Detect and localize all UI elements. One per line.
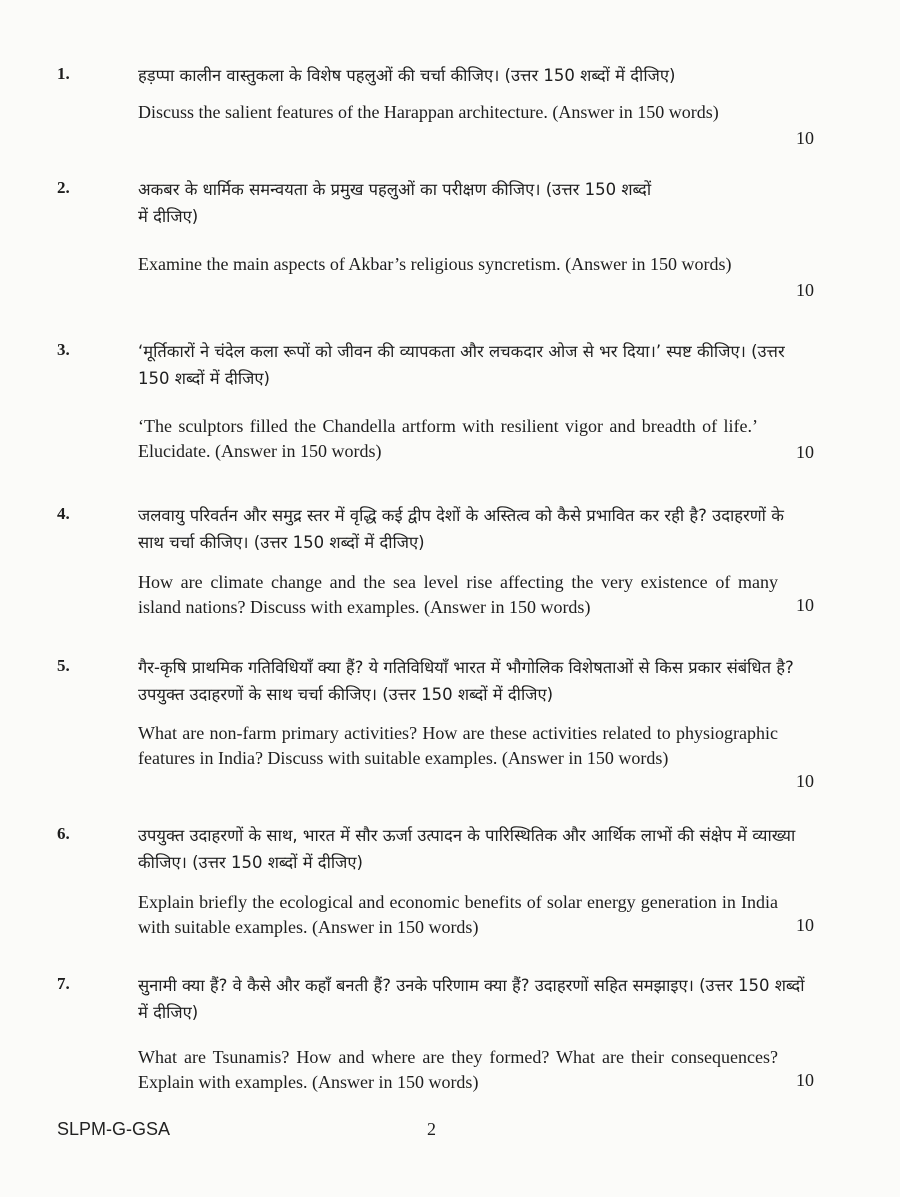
page-number: 2 — [427, 1119, 436, 1139]
question-hindi: सुनामी क्या हैं? वे कैसे और कहाँ बनती हैं? उनके परिणाम क्या हैं? उदाहरणों सहित समझाइए। (उत्तर 150 शब्दों में दीजिए) — [138, 976, 805, 1022]
question-number: 1. — [57, 64, 70, 83]
question-english: ‘The sculptors filled the Chandella artform with resilient vigor and breadth of life.’ Elucidate. (Answer in 150 words) — [138, 416, 758, 461]
question-english: How are climate change and the sea level rise affecting the very existence of many island nations? Discuss with examples. (Answer in 150 words) — [138, 572, 778, 617]
question-marks: 10 — [796, 595, 814, 615]
question-english: Examine the main aspects of Akbar’s religious syncretism. (Answer in 150 words) — [138, 254, 732, 274]
question-marks: 10 — [796, 1070, 814, 1090]
question-english: Explain briefly the ecological and economic benefits of solar energy generation in India with suitable examples. (Answer in 150 words) — [138, 892, 778, 937]
question-english: What are non-farm primary activities? How are these activities related to physiographic features in India? Discuss with suitable examples. (Answer in 150 words) — [138, 723, 778, 768]
question-number: 4. — [57, 504, 70, 523]
question-marks: 10 — [796, 771, 814, 791]
question-hindi: उपयुक्त उदाहरणों के साथ, भारत में सौर ऊर्जा उत्पादन के पारिस्थितिक और आर्थिक लाभों की संक्षेप में व्याख्या कीजिए। (उत्तर 150 शब्दों में दीजिए) — [138, 826, 796, 872]
question-english: What are Tsunamis? How and where are they formed? What are their consequences? Explain with examples. (Answer in 150 words) — [138, 1047, 778, 1092]
question-english: Discuss the salient features of the Harappan architecture. (Answer in 150 words) — [138, 102, 719, 122]
question-number: 7. — [57, 974, 70, 993]
question-marks: 10 — [796, 915, 814, 935]
question-number: 2. — [57, 178, 70, 197]
paper-code: SLPM-G-GSA — [57, 1119, 171, 1139]
question-number: 3. — [57, 340, 70, 359]
question-number: 6. — [57, 824, 70, 843]
question-marks: 10 — [796, 128, 814, 148]
question-marks: 10 — [796, 442, 814, 462]
question-hindi: ‘मूर्तिकारों ने चंदेल कला रूपों को जीवन की व्यापकता और लचकदार ओज से भर दिया।’ स्पष्ट कीजिए। (उत्तर 150 शब्दों में दीजिए) — [138, 342, 785, 388]
question-number: 5. — [57, 656, 70, 675]
question-hindi: जलवायु परिवर्तन और समुद्र स्तर में वृद्धि कई द्वीप देशों के अस्तित्व को कैसे प्रभावित कर रही है? उदाहरणों के साथ चर्चा कीजिए। (उत्तर 150 शब्दों में दीजिए) — [138, 506, 784, 552]
question-marks: 10 — [796, 280, 814, 300]
question-hindi: गैर-कृषि प्राथमिक गतिविधियाँ क्या हैं? ये गतिविधियाँ भारत में भौगोलिक विशेषताओं से किस प्रकार संबंधित है? उपयुक्त उदाहरणों के साथ चर्चा कीजिए। (उत्तर 150 शब्दों में दीजिए) — [138, 658, 794, 704]
question-hindi: हड़प्पा कालीन वास्तुकला के विशेष पहलुओं की चर्चा कीजिए। (उत्तर 150 शब्दों में दीजिए) — [138, 66, 676, 85]
question-hindi: अकबर के धार्मिक समन्वयता के प्रमुख पहलुओं का परीक्षण कीजिए। (उत्तर 150 शब्दों में दीजिए) — [138, 180, 652, 226]
